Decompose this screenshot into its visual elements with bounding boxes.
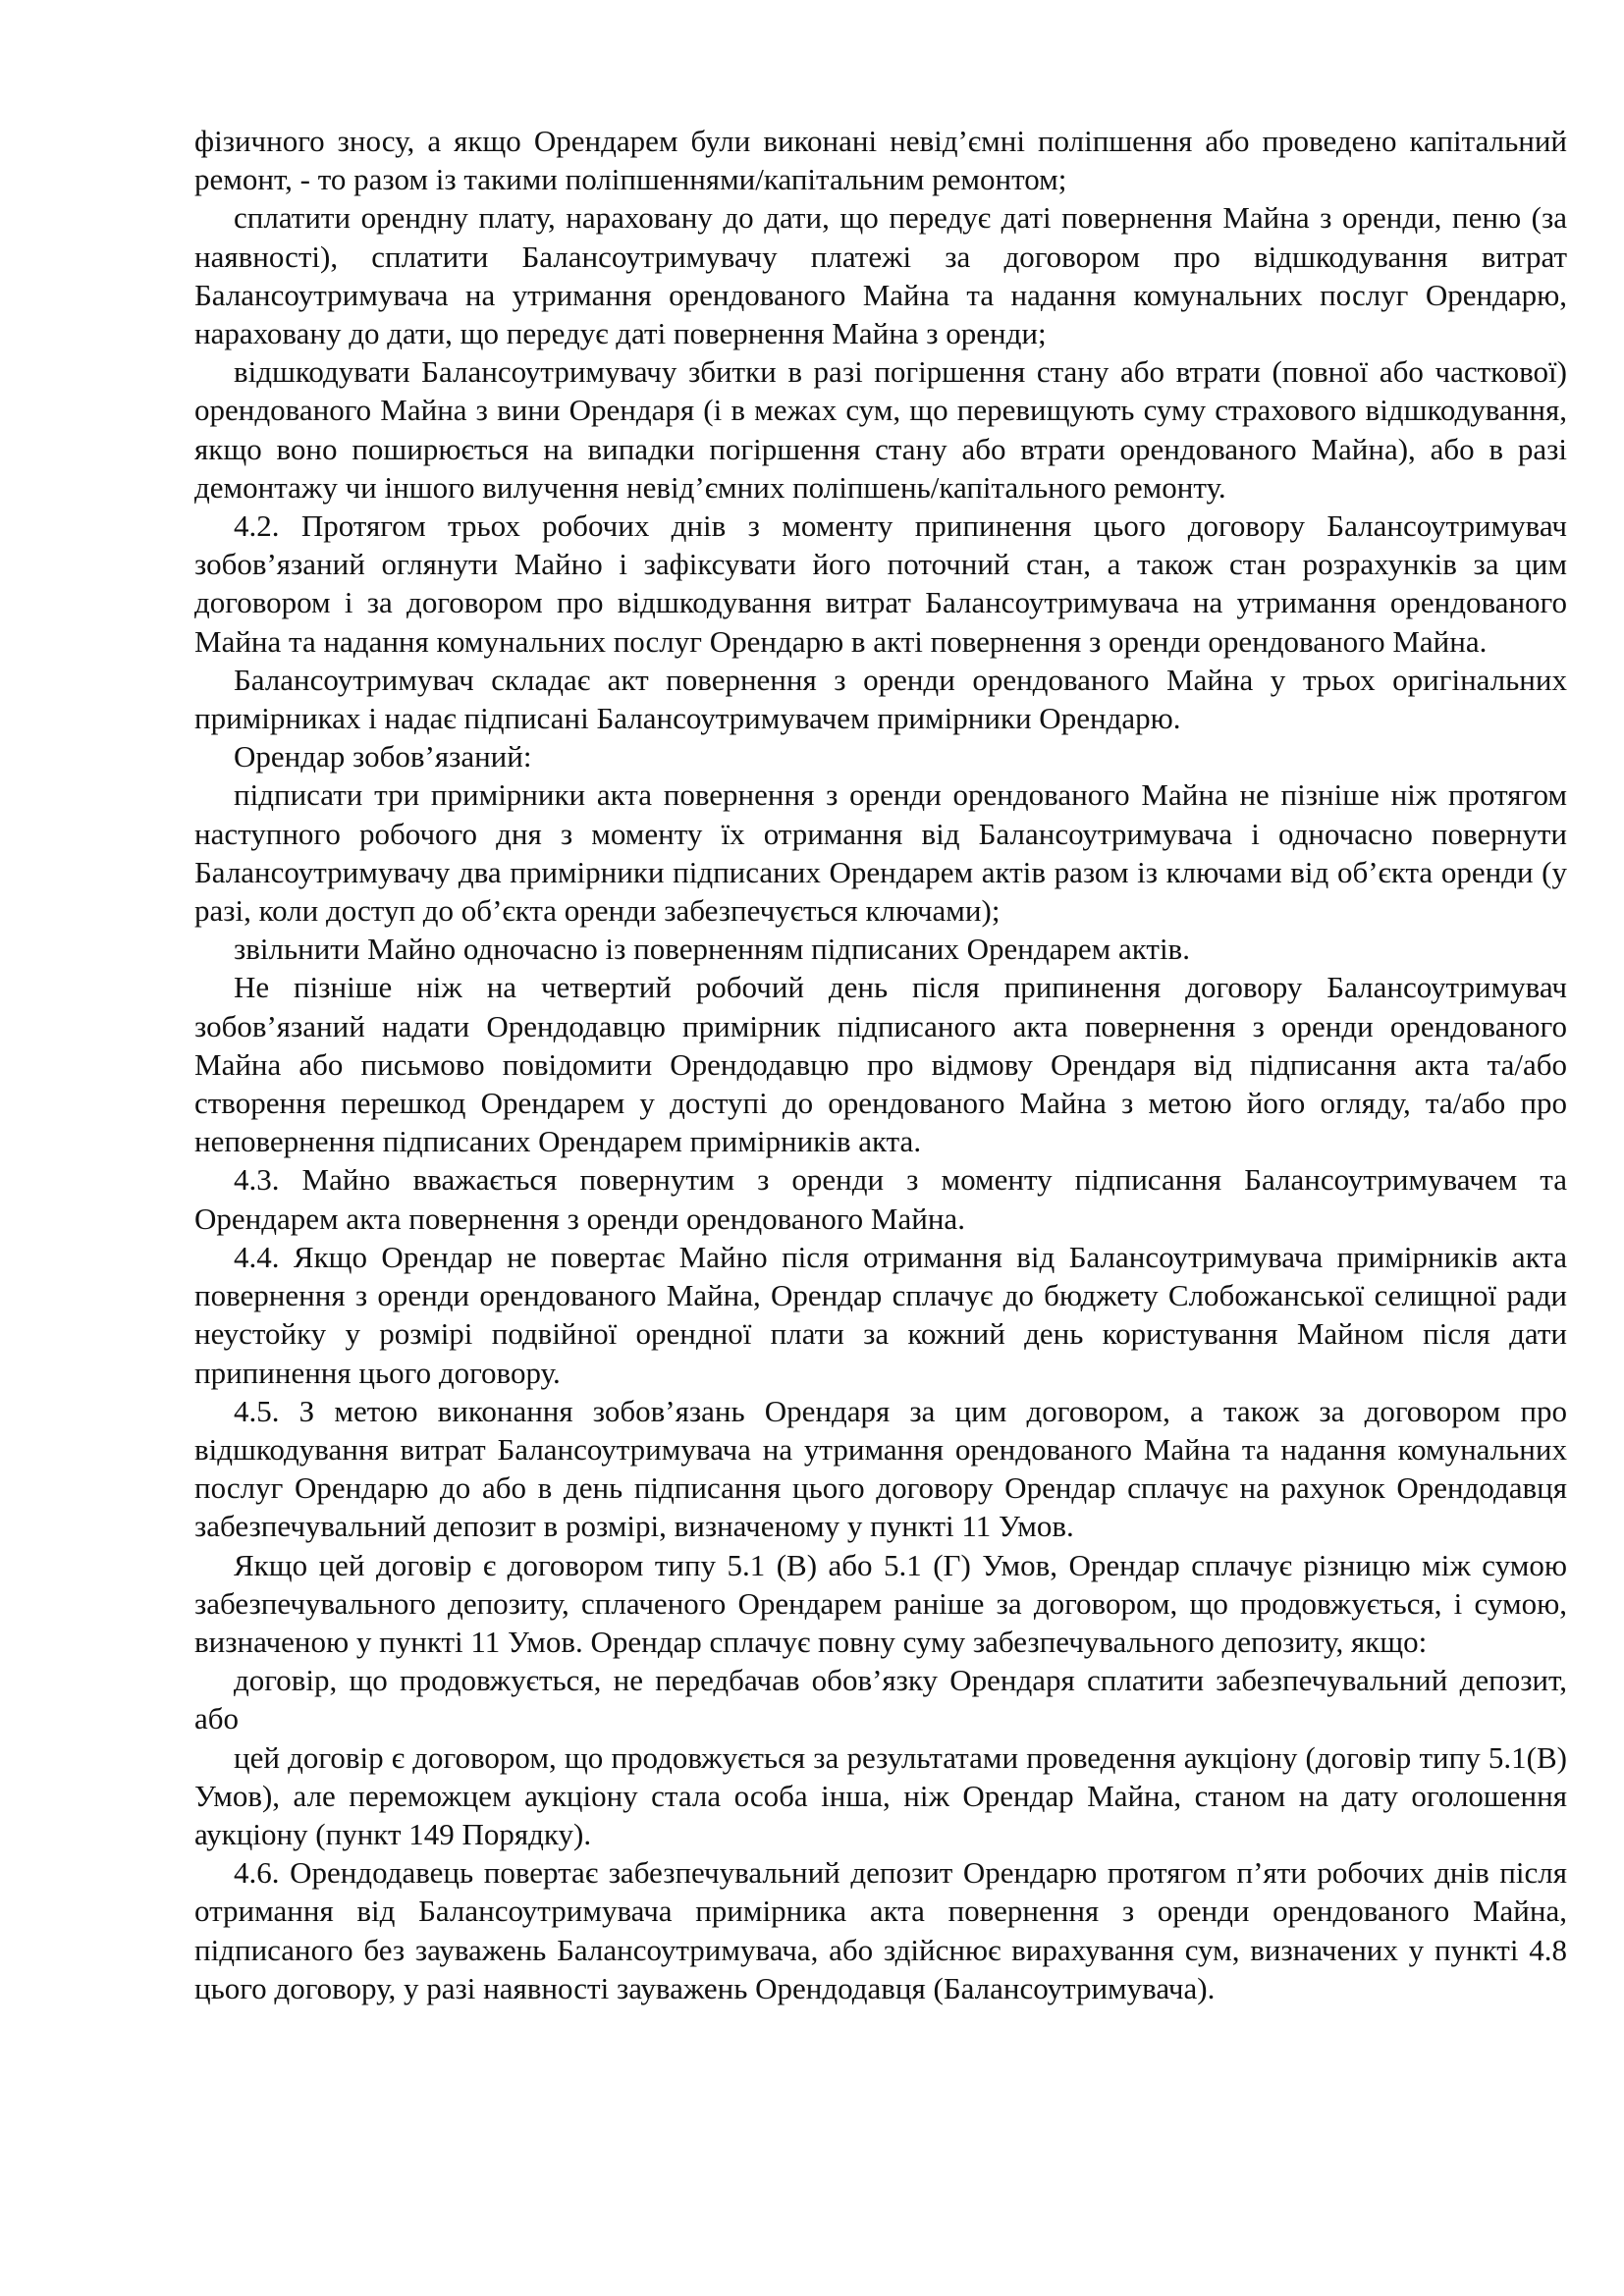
paragraph: цей договір є договором, що продовжується за результатами проведення аукціону (договір типу 5.1(В) Умов), але переможцем аукціону стала особа інша, ніж Орендар Майна, станом на дату оголошення аукціону (пункт 149 Порядку).: [194, 1739, 1567, 1851]
paragraph: відшкодувати Балансоутримувачу збитки в разі погіршення стану або втрати (повної або часткової) орендованого Майна з вини Орендаря (і в межах сум, що перевищують суму страхового відшкодування, якщо воно поширюється на випадки погіршення стану або втрати орендованого Майна), або в разі демонтажу чи іншого вилучення невід’ємних поліпшень/капітального ремонту.: [194, 354, 1567, 505]
document-page: [194, 122, 1567, 2007]
paragraph-clause-4-4: 4.4. Якщо Орендар не повертає Майно після отримання від Балансоутримувача примірників акта повернення з оренди орендованого Майна, Орендар сплачує до бюджету Слобожанської селищної ради неустойку у розмірі подвійної орендної плати за кожний день користування Майном після дати припинення цього договору.: [194, 1239, 1567, 1390]
paragraph: договір, що продовжується, не передбачав обов’язку Орендаря сплатити забезпечувальний депозит, або: [194, 1663, 1567, 1736]
paragraph: Орендар зобов’язаний:: [234, 739, 532, 774]
paragraph: звільнити Майно одночасно із поверненням підписаних Орендарем актів.: [234, 932, 1190, 967]
paragraph-clause-4-6: 4.6. Орендодавець повертає забезпечувальний депозит Орендарю протягом п’яти робочих днів після отримання від Балансоутримувача примірника акта повернення з оренди орендованого Майна, підписаного без зауважень Балансоутримувача, або здійснює вирахування сум, визначених у пункті 4.8 цього договору, у разі наявності зауважень Орендодавця (Балансоутримувача).: [194, 1855, 1567, 2005]
paragraph: сплатити орендну плату, нараховану до дати, що передує даті повернення Майна з оренди, пеню (за наявності), сплатити Балансоутримувачу платежі за договором про відшкодування витрат Балансоутримувача на утримання орендованого Майна та надання комунальних послуг Орендарю, нараховану до дати, що передує даті повернення Майна з оренди;: [194, 200, 1567, 351]
paragraph: Балансоутримувач складає акт повернення з оренди орендованого Майна у трьох оригінальних примірниках і надає підписані Балансоутримувачем примірники Орендарю.: [194, 662, 1567, 736]
paragraph: Якщо цей договір є договором типу 5.1 (В) або 5.1 (Г) Умов, Орендар сплачує різницю між сумою забезпечувального депозиту, сплаченого Орендарем раніше за договором, що продовжується, і сумою, визначеною у пункті 11 Умов. Орендар сплачує повну суму забезпечувального депозиту, якщо:: [194, 1547, 1567, 1659]
paragraph: Не пізніше ніж на четвертий робочий день після припинення договору Балансоутримувач зобов’язаний надати Орендодавцю примірник підписаного акта повернення з оренди орендованого Майна або письмово повідомити Орендодавцю про відмову Орендаря від підписання акта та/або створення перешкод Орендарем у доступі до орендованого Майна з метою його огляду, та/або про неповернення підписаних Орендарем примірників акта.: [194, 970, 1567, 1159]
paragraph: фізичного зносу, а якщо Орендарем були виконані невід’ємні поліпшення або проведено капітальний ремонт, - то разом із такими поліпшеннями/капітальним ремонтом;: [194, 124, 1567, 197]
paragraph-clause-4-3: 4.3. Майно вважається повернутим з оренди з моменту підписання Балансоутримувачем та Орендарем акта повернення з оренди орендованого Майна.: [194, 1162, 1567, 1236]
paragraph-clause-4-5: 4.5. З метою виконання зобов’язань Орендаря за цим договором, а також за договором про відшкодування витрат Балансоутримувача на утримання орендованого Майна та надання комунальних послуг Орендарю до або в день підписання цього договору Орендар сплачує на рахунок Орендодавця забезпечувальний депозит в розмірі, визначеному у пункті 11 Умов.: [194, 1393, 1567, 1544]
paragraph: підписати три примірники акта повернення з оренди орендованого Майна не пізніше ніж протягом наступного робочого дня з моменту їх отримання від Балансоутримувача і одночасно повернути Балансоутримувачу два примірники підписаних Орендарем актів разом із ключами від об’єкта оренди (у разі, коли доступ до об’єкта оренди забезпечується ключами);: [194, 777, 1567, 929]
paragraph-clause-4-2: 4.2. Протягом трьох робочих днів з моменту припинення цього договору Балансоутримувач зобов’язаний оглянути Майно і зафіксувати його поточний стан, а також стан розрахунків за цим договором і за договором про відшкодування витрат Балансоутримувача на утримання орендованого Майна та надання комунальних послуг Орендарю в акті повернення з оренди орендованого Майна.: [194, 508, 1567, 659]
